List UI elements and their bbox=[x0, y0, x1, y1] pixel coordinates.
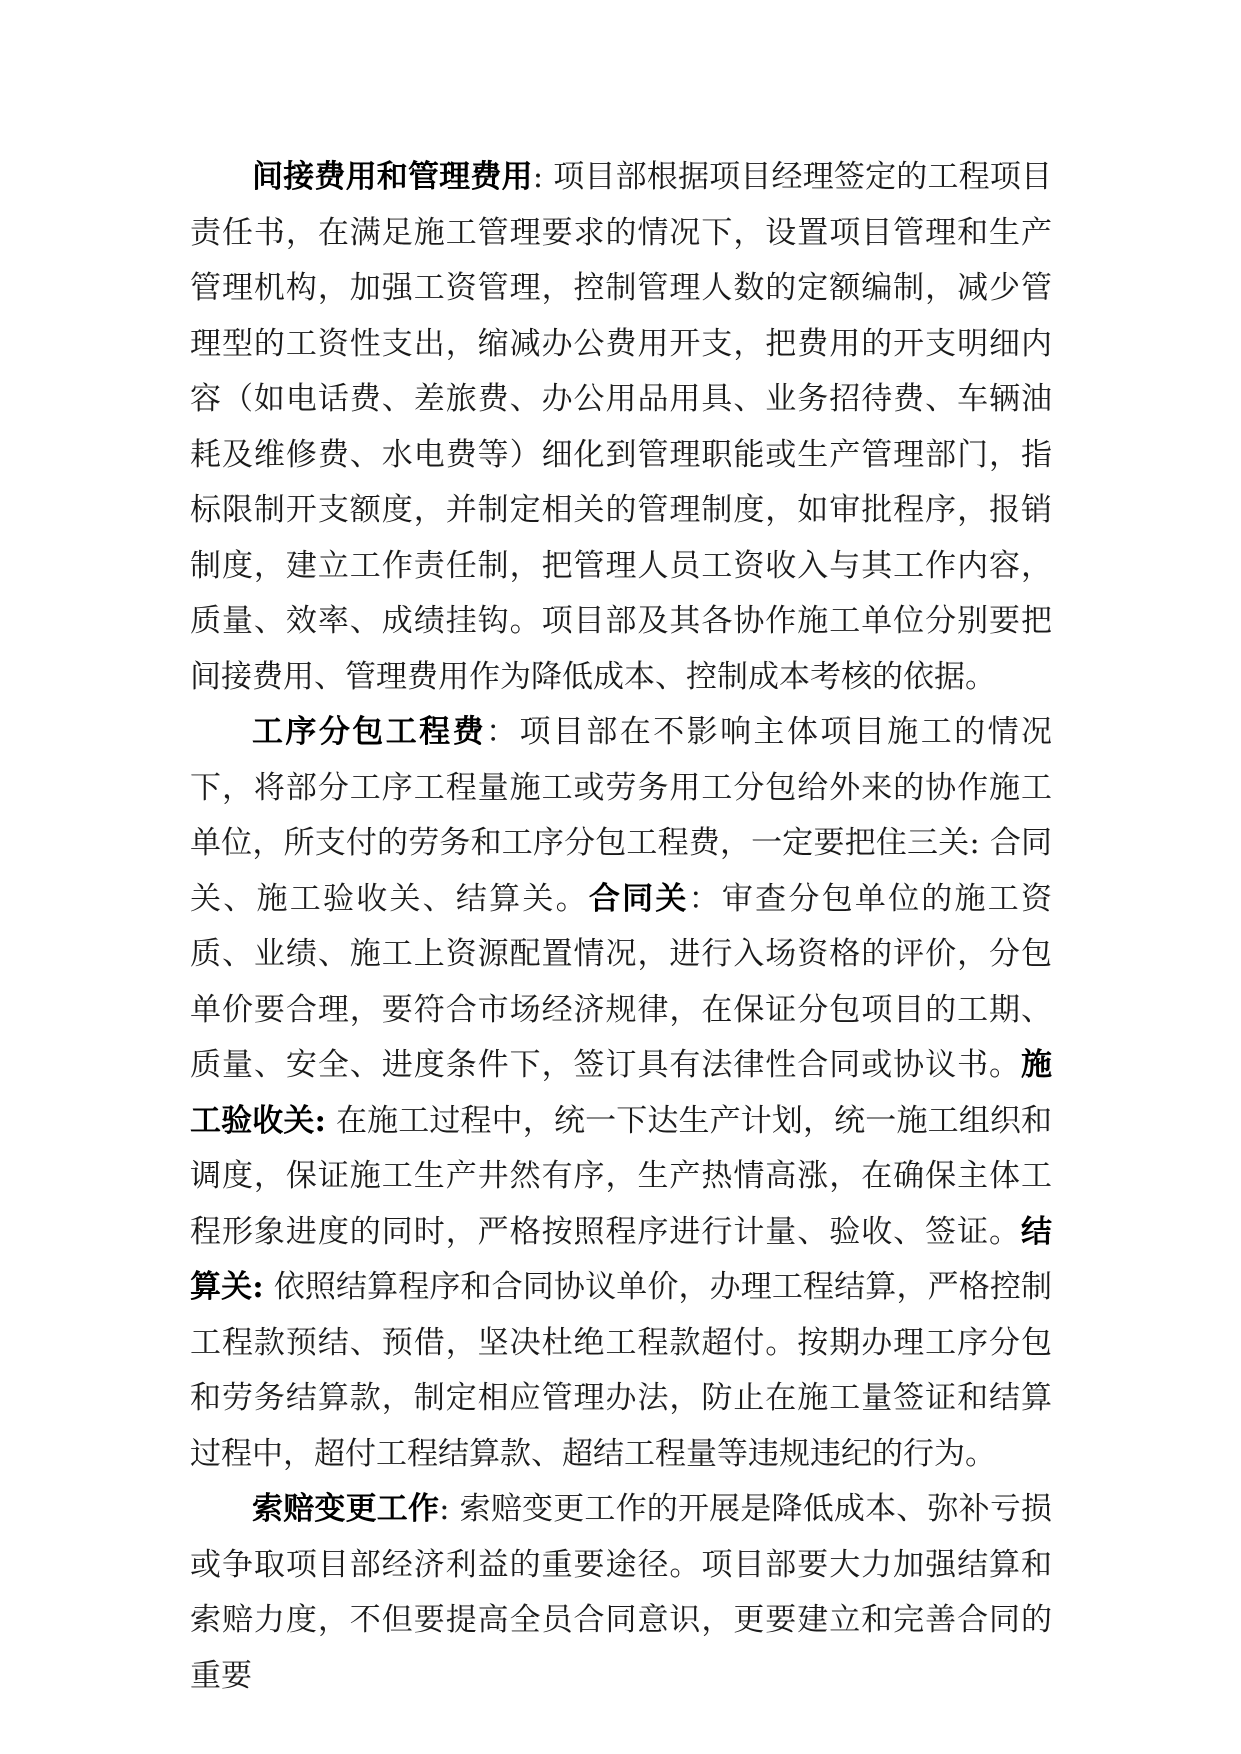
body-text: : 索赔变更工作的开展是降低成本、弥补亏损或争取项目部经济利益的重要途径。项目部要大力加强结算和索赔力度，不但要提高全员合同意识，更要建立和完善合同的重要 bbox=[190, 1491, 1053, 1694]
heading-subcontract-costs: 工序分包工程费 bbox=[252, 714, 487, 750]
heading-acceptance-check: 施工验收关: bbox=[190, 1047, 1052, 1139]
body-text: ：项目部在不影响主体项目施工的情况下，将部分工序工程量施工或劳务用工分包给外来的协作施工单位，所支付的劳务和工序分包工程费，一定要把住三关: 合同关、施工验收关、结算关。 bbox=[190, 714, 1053, 917]
heading-contract-check: 合同关 bbox=[588, 880, 689, 917]
body-text: 在施工过程中，统一下达生产计划，统一施工组织和调度，保证施工生产井然有序，生产热情高涨，在确保主体工程形象进度的同时，严格按照程序进行计量、验收、签证。 bbox=[190, 1102, 1052, 1250]
document-page bbox=[190, 150, 1052, 1704]
paragraph-subcontract-costs bbox=[190, 705, 1052, 1482]
body-text: ：审查分包单位的施工资质、业绩、施工上资源配置情况，进行入场资格的评价，分包单价要合理，要符合市场经济规律，在保证分包项目的工期、质量、安全、进度条件下，签订具有法律性合同或协议书。 bbox=[190, 880, 1053, 1083]
paragraph-indirect-costs bbox=[190, 150, 1052, 705]
paragraph-claims-changes bbox=[190, 1482, 1052, 1704]
body-text: : 项目部根据项目经理签定的工程项目责任书，在满足施工管理要求的情况下，设置项目管理和生产管理机构，加强工资管理，控制管理人数的定额编制，减少管理型的工资性支出，缩减办公费用开支，把费用的开支明细内容（如电话费、差旅费、办公用品用具、业务招待费、车辆油耗及维修费、水电费等）细化到管理职能或生产管理部门，指标限制开支额度，并制定相关的管理制度，如审批程序，报销制度，建立工作责任制，把管理人员工资收入与其工作内容，质量、效率、成绩挂钩。项目部及其各协作施工单位分别要把间接费用、管理费用作为降低成本、控制成本考核的依据。 bbox=[190, 159, 1053, 695]
heading-claims-changes: 索赔变更工作 bbox=[252, 1491, 440, 1527]
heading-indirect-costs: 间接费用和管理费用 bbox=[252, 159, 533, 195]
heading-settlement-check: 结算关: bbox=[190, 1213, 1052, 1305]
body-text: 依照结算程序和合同协议单价，办理工程结算，严格控制工程款预结、预借，坚决杜绝工程款超付。按期办理工序分包和劳务结算款，制定相应管理办法，防止在施工量签证和结算过程中，超付工程结算款、超结工程量等违规违纪的行为。 bbox=[190, 1269, 1052, 1472]
